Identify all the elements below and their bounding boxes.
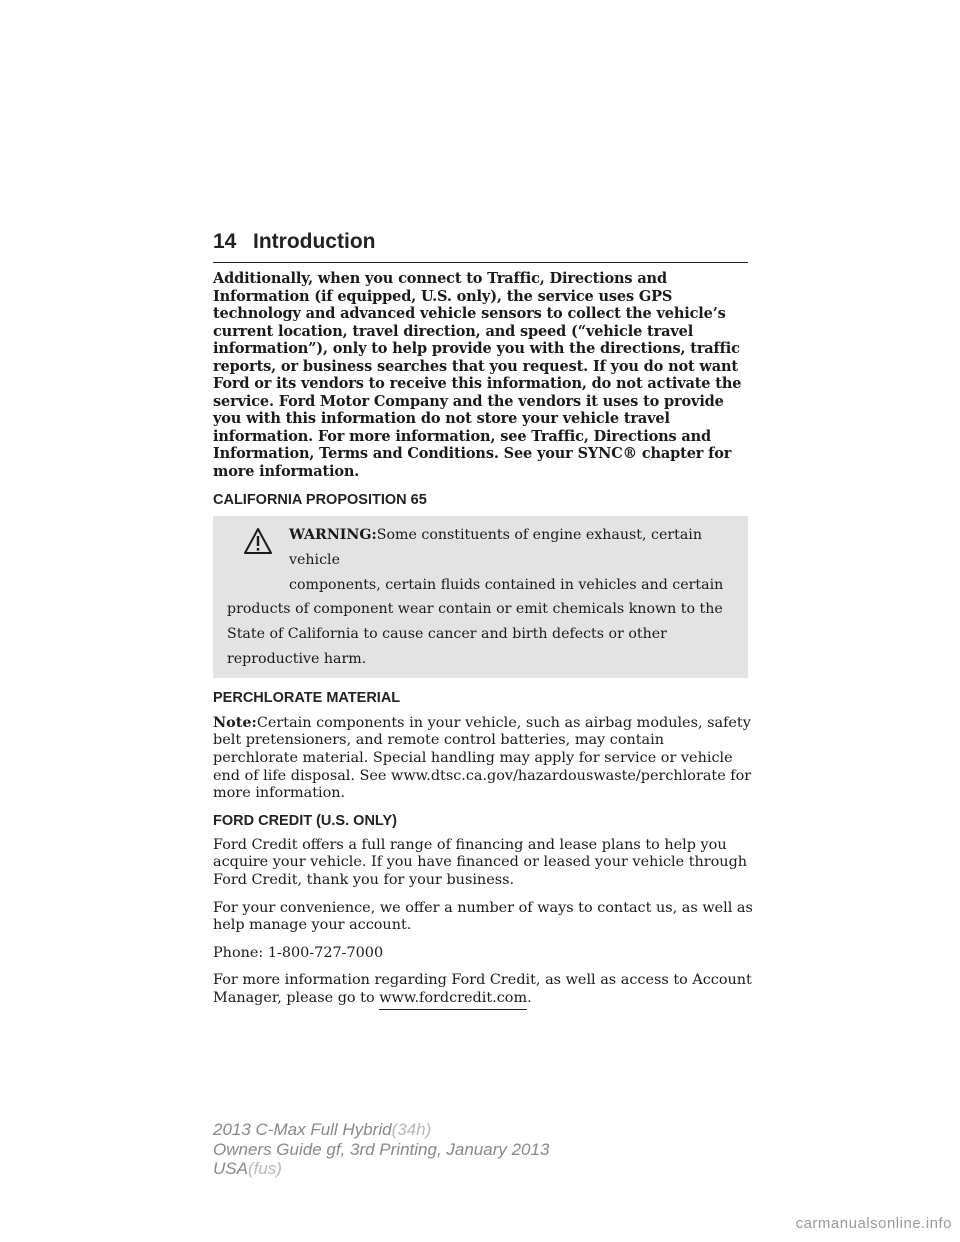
- traffic-info-paragraph: Additionally, when you connect to Traffic, Directions and Information (if equipped, U.S. only), the service uses GPS technology and advanced vehicle sensors to collect the vehicle’s current location, travel direction, and speed (“vehicle travel information”), only to help provide you with the directions, traffic reports, or business searches that you request. If you do not want Ford or its vendors to receive this information, do not activate the service. Ford Motor Company and the vendors it uses to provide you with this information do not store your vehicle travel information. For more information, see Traffic, Directions and Information, Terms and Conditions. See your SYNC® chapter for more information.: [213, 270, 742, 480]
- watermark: carmanualsonline.info: [795, 1215, 952, 1232]
- document-footer: [213, 1120, 549, 1179]
- prop65-heading: CALIFORNIA PROPOSITION 65: [213, 492, 427, 508]
- page-content: [213, 270, 753, 1018]
- ford-credit-para-4: [213, 972, 753, 1007]
- footer-market-code: (fus): [247, 1159, 282, 1178]
- note-label: Note:: [213, 713, 257, 731]
- note-text: Certain components in your vehicle, such as airbag modules, safety belt pretensioners, and remote control batteries, may contain perchlorate material. Special handling may apply for service or vehicle end of life disposal. See www.dtsc.ca.gov/hazardouswaste/perchlorate for more information.: [213, 714, 752, 802]
- footer-market: USA: [213, 1159, 248, 1178]
- footer-model-code: (34h): [391, 1120, 432, 1139]
- ford-credit-phone: Phone: 1-800-727-7000: [213, 944, 384, 961]
- warning-first-lines: [243, 523, 740, 597]
- ford-credit-heading: FORD CREDIT (U.S. ONLY): [213, 812, 397, 829]
- warning-box: [213, 516, 748, 678]
- perchlorate-heading: PERCHLORATE MATERIAL: [213, 689, 401, 706]
- ford-credit-para-2: For your convenience, we offer a number of ways to contact us, as well as help manage your account.: [213, 899, 753, 934]
- page-number: 14: [213, 230, 237, 253]
- footer-model: 2013 C-Max Full Hybrid: [213, 1120, 392, 1139]
- footer-line-2: Owners Guide gf, 3rd Printing, January 2013: [213, 1139, 550, 1159]
- footer-line-3: [213, 1159, 549, 1179]
- para-4-suffix: .: [527, 989, 532, 1006]
- warning-rest: products of component wear contain or emit chemicals known to the State of California to cause cancer and birth defects or other reproductive harm.: [227, 601, 723, 667]
- warning-line-2: components, certain fluids contained in vehicles and certain: [289, 576, 724, 593]
- warning-label: WARNING:: [289, 527, 377, 543]
- chapter-title: Introduction: [253, 230, 376, 253]
- warning-triangle-icon: [243, 527, 273, 555]
- perchlorate-note: [213, 714, 753, 803]
- warning-line-1: Some constituents of engine exhaust, certain vehicle: [289, 527, 702, 568]
- footer-line-1: [213, 1120, 549, 1140]
- fordcredit-link[interactable]: www.fordcredit.com: [379, 990, 527, 1010]
- ford-credit-para-1: Ford Credit offers a full range of financing and lease plans to help you acquire your vehicle. If you have financed or leased your vehicle through Ford Credit, thank you for your business.: [213, 836, 748, 888]
- page-header: [213, 230, 748, 263]
- para-4-prefix: For more information regarding Ford Credit, as well as access to Account Manager, please go to: [213, 972, 752, 1006]
